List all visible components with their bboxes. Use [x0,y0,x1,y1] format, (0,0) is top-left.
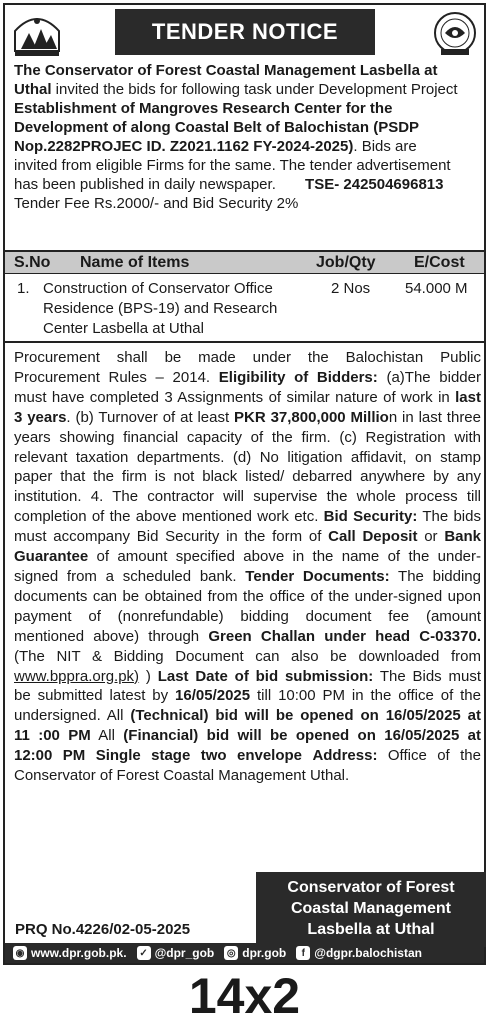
intro-paragraph [14,61,481,213]
table-row [5,275,484,343]
body-bold: last [455,388,481,406]
body-bold: Bank [444,528,481,546]
tender-documents-heading: Tender Documents: [245,567,390,585]
intro-text: The Conservator of Forest Coastal Management Lasbella at [14,62,438,79]
body-text: must accompany Bid Security in the form of [14,528,329,546]
last-date-heading: Last Date of bid submission: [157,667,374,685]
tse-number: TSE- 242504696813 [305,176,444,193]
body-text: Procurement Rules – 2014. [14,368,219,386]
project-id: Nop.2282PROJEC ID. Z2021.1162 FY-2024-2025) [14,138,354,155]
body-bold: 3 years [14,408,67,426]
body-text: payment of (nonrefundable) bidding document fee (amount [14,607,481,625]
government-seal-logo [429,11,481,57]
signature-line: Conservator of Forest [287,879,455,896]
eligibility-heading: Eligibility of Bidders: [218,368,378,386]
body-text: The bids [417,508,481,526]
financial-opening: (Financial) bid will be opened on 16/05/2025 at [123,727,481,745]
body-text: be submitted latest by [14,687,176,705]
tender-fee: Tender Fee Rs.2000/- and Bid Security 2% [14,195,299,212]
project-title: Development of along Coastal Belt of Balochistan (PSDP [14,119,420,136]
footer-web[interactable]: ◉ www.dpr.gob.pk. [13,946,127,960]
body-text: undersigned. All [14,707,131,725]
globe-icon: ◉ [13,946,27,960]
body-text: The Bids must [373,667,481,685]
twitter-icon: ✓ [137,946,151,960]
intro-text: Uthal [14,81,52,98]
turnover-amount: PKR 37,800,000 Millio [234,408,389,426]
body-text: completion of the above mentioned work etc. [14,508,324,526]
body-text: till 10:00 PM in the office of the [250,687,481,705]
body-bold: Guarantee [14,548,89,566]
intro-text: invited the bids for following task under Development Project [51,81,458,98]
body-text: (a)The bidder [377,368,481,386]
body-text: n in last three [388,408,481,426]
intro-text: invited from eligible Firms for the same. The tender advertisement [14,157,451,174]
body-text: signed from a scheduled bank. [14,567,246,585]
forest-department-logo [11,11,63,57]
body-bold: 11 :00 PM [14,727,91,745]
body-bold: Call Deposit [328,528,418,546]
row-item: Construction of Conservator Office [43,280,273,297]
body-text: paper that the firm is not black listed/ debarred anywhere by any [14,468,481,486]
body-text: or [417,528,445,546]
technical-opening: (Technical) bid will be opened on 16/05/2025 at [130,707,481,725]
footer-twitter[interactable]: ✓ @dpr_gob [137,946,215,960]
row-item: Residence (BPS-19) and Research [43,300,278,317]
body-text: The bidding [389,567,481,585]
ad-size-label: 14x2 [188,968,301,1024]
intro-text: . Bids are [353,138,417,155]
body-text: institution. 4. The contractor will supervise the whole process till [14,488,481,506]
signature-line: Coastal Management [290,900,452,917]
signature-block [256,872,486,947]
project-title: Establishment of Mangroves Research Center for the [14,100,393,117]
page-title: TENDER NOTICE [115,9,375,55]
facebook-icon: f [296,946,310,960]
prq-number: PRQ No.4226/02-05-2025 [15,921,191,938]
footer-facebook[interactable]: f @dgpr.balochistan [296,946,422,960]
tender-notice-ad [3,3,486,965]
body-text: ) [139,667,158,685]
body-text: must have completed 3 Assignments of similar nature of work in [14,388,456,406]
body-text: Office of the [377,747,481,765]
conditions-paragraph [14,348,481,786]
table-header [5,250,484,274]
row-item: Center Lasbella at Uthal [43,320,204,337]
column-header-cost: E/Cost [414,254,465,271]
row-sno: 1. [17,280,30,297]
body-text: mentioned above) through [14,627,209,645]
row-qty: 2 Nos [331,280,371,297]
submission-date: 16/05/2025 [175,687,251,705]
body-text: relevant taxation departments. (d) No litigation affidavit, on stamp [14,448,481,466]
footer-instagram[interactable]: ◎ dpr.gob [224,946,286,960]
bppra-link[interactable]: www.bppra.org.pk) [14,667,140,685]
footer-bar [5,943,484,963]
column-header-items: Name of Items [80,254,190,271]
body-text: Procurement shall be made under the Balochistan Public [14,349,481,366]
body-text: documents can be obtained from the office of the under-signed upon [14,587,481,605]
row-cost: 54.000 M [405,280,468,297]
address-heading: Address: [312,747,378,765]
instagram-icon: ◎ [224,946,238,960]
body-text: All [90,727,124,745]
challan-head: Green Challan under head C-03370. [208,627,481,645]
body-text: of amount specified above in the name of the under- [88,548,481,566]
body-text: years showing financial capacity of the firm. (c) Registration with [14,428,481,446]
body-text: Conservator of Forest Coastal Management Uthal. [14,767,350,785]
body-bold: 12:00 PM Single stage two envelope [14,747,303,765]
column-header-sno: S.No [14,254,51,271]
body-text: . (b) Turnover of at least [66,408,235,426]
column-header-qty: Job/Qty [316,254,376,271]
body-text: (The NIT & Bidding Document can also be downloaded from [14,647,481,665]
signature-line: Lasbella at Uthal [307,921,435,938]
intro-text: has been published in daily newspaper. [14,176,276,193]
bid-security-heading: Bid Security: [323,508,418,526]
